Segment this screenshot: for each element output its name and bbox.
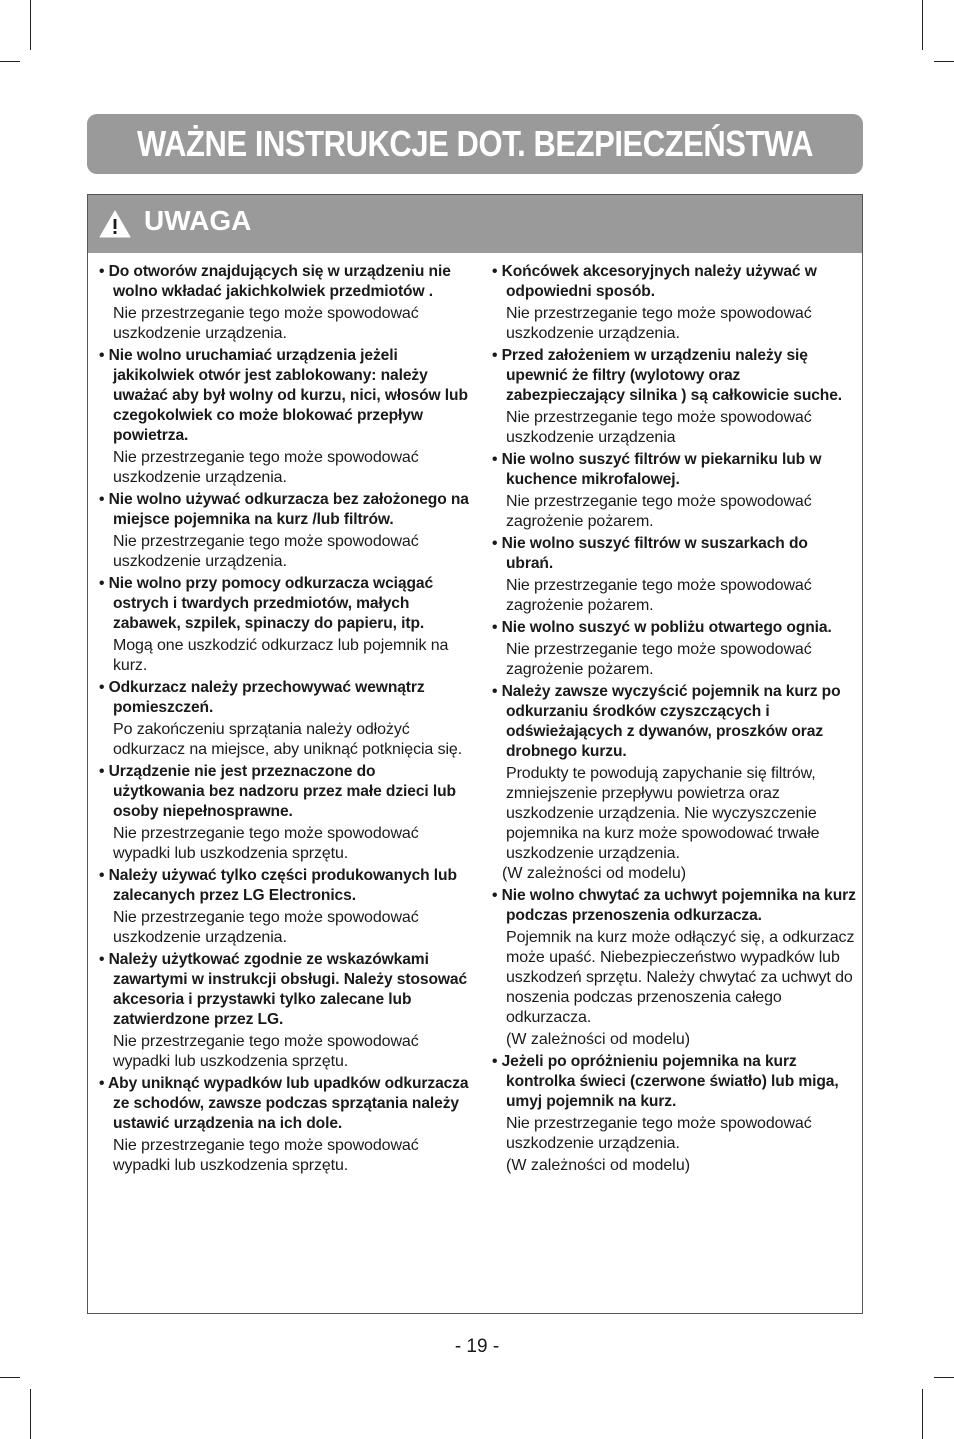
warning-triangle-icon (98, 209, 132, 244)
list-item (492, 1052, 858, 1176)
item-heading: • Nie wolno chwytać za uchwyt pojemnika na kurz podczas przenoszenia odkurzacza. (492, 887, 856, 924)
crop-mark (934, 1377, 954, 1378)
item-text: Nie przestrzeganie tego może spowodować wypadki lub uszkodzenia sprzętu. (113, 1033, 419, 1070)
list-item (492, 262, 858, 344)
crop-mark (934, 61, 954, 62)
item-text: Nie przestrzeganie tego może spowodować wypadki lub uszkodzenia sprzętu. (113, 1137, 419, 1174)
model-note: (W zależności od modelu) (502, 865, 687, 882)
item-heading: • Nie wolno używać odkurzacza bez założonego na miejsce pojemnika na kurz /lub filtrów. (99, 491, 469, 528)
item-text: Produkty te powodują zapychanie się filtrów, zmniejszenie przepływu powietrza oraz uszkodzenie urządzenia. Nie wyczyszczenie pojemnika na kurz może spowodować trwałe uszkodzenie urządzenia. (506, 765, 820, 862)
list-item (99, 1074, 469, 1176)
model-note: (W zależności od modelu) (506, 1157, 691, 1174)
item-text: Nie przestrzeganie tego może spowodować zagrożenie pożarem. (506, 577, 812, 614)
item-heading: • Należy używać tylko części produkowanych lub zalecanych przez LG Electronics. (99, 867, 457, 904)
page-number: - 19 - (454, 1336, 500, 1357)
item-text: Nie przestrzeganie tego może spowodować uszkodzenie urządzenia. (113, 449, 419, 486)
item-heading: • Końcówek akcesoryjnych należy używać w odpowiedni sposób. (492, 263, 817, 300)
list-item (492, 534, 858, 616)
item-heading: • Urządzenie nie jest przeznaczone do użytkowania bez nadzoru przez małe dzieci lub osoby niepełnosprawne. (99, 763, 456, 820)
item-text: Nie przestrzeganie tego może spowodować wypadki lub uszkodzenia sprzętu. (113, 825, 419, 862)
item-text: Nie przestrzeganie tego może spowodować uszkodzenie urządzenia. (506, 1115, 812, 1152)
page-title: WAŻNE INSTRUKCJE DOT. BEZPIECZEŃSTWA (137, 123, 814, 164)
item-text: Po zakończeniu sprzątania należy odłożyć odkurzacz na miejsce, aby uniknąć potknięcia się. (113, 721, 463, 758)
list-item (492, 682, 858, 884)
item-heading: • Należy użytkować zgodnie ze wskazówkami zawartymi w instrukcji obsługi. Należy stosować akcesoria i przystawki tylko zalecane lub zatwierdzone przez LG. (99, 951, 468, 1028)
item-text: Pojemnik na kurz może odłączyć się, a odkurzacz może upaść. Niebezpieczeństwo wypadków lub uszkodzeń sprzętu. Należy chwytać za uchwyt do noszenia podczas przenoszenia całego odkurzacza. (506, 929, 855, 1026)
item-heading: • Nie wolno suszyć w pobliżu otwartego ognia. (492, 619, 832, 636)
item-heading: • Do otworów znajdujących się w urządzeniu nie wolno wkładać jakichkolwiek przedmiotów . (99, 263, 451, 300)
list-item (99, 678, 469, 760)
item-text: Nie przestrzeganie tego może spowodować uszkodzenie urządzenia. (113, 909, 419, 946)
item-text: Mogą one uszkodzić odkurzacz lub pojemnik na kurz. (113, 637, 449, 674)
item-text: Nie przestrzeganie tego może spowodować uszkodzenie urządzenia. (113, 305, 419, 342)
right-column (492, 262, 858, 1178)
item-text: Nie przestrzeganie tego może spowodować zagrożenie pożarem. (506, 493, 812, 530)
list-item (99, 346, 469, 488)
page-title-bar (87, 114, 863, 174)
item-text: Nie przestrzeganie tego może spowodować uszkodzenie urządzenia (506, 409, 812, 446)
list-item (492, 886, 858, 1050)
item-heading: • Jeżeli po opróżnieniu pojemnika na kurz kontrolka świeci (czerwone światło) lub miga, umyj pojemnik na kurz. (492, 1053, 839, 1110)
item-heading: • Nie wolno uruchamiać urządzenia jeżeli jakikolwiek otwór jest zablokowany: należy uważać aby był wolny od kurzu, nici, włosów lub czegokolwiek co może blokować przepływ powietrza. (99, 347, 468, 444)
list-item (492, 618, 858, 680)
caution-header (88, 195, 862, 253)
crop-mark (922, 0, 923, 50)
item-heading: • Nie wolno suszyć filtrów w suszarkach do ubrań. (492, 535, 808, 572)
list-item (99, 490, 469, 572)
list-item (99, 762, 469, 864)
list-item (99, 866, 469, 948)
caution-heading: UWAGA (144, 205, 252, 236)
item-text: Nie przestrzeganie tego może spowodować zagrożenie pożarem. (506, 641, 812, 678)
list-item (492, 346, 858, 448)
list-item (492, 450, 858, 532)
item-text: Nie przestrzeganie tego może spowodować uszkodzenie urządzenia. (506, 305, 812, 342)
crop-mark (30, 1389, 31, 1439)
model-note: (W zależności od modelu) (506, 1031, 691, 1048)
item-heading: • Odkurzacz należy przechowywać wewnątrz pomieszczeń. (99, 679, 425, 716)
item-heading: • Należy zawsze wyczyścić pojemnik na kurz po odkurzaniu środków czyszczących i odświeżających z dywanów, proszków oraz drobnego kurzu. (492, 683, 841, 760)
crop-mark (0, 61, 20, 62)
crop-mark (0, 1377, 20, 1378)
item-heading: • Nie wolno suszyć filtrów w piekarniku lub w kuchence mikrofalowej. (492, 451, 822, 488)
list-item (99, 574, 469, 676)
item-heading: • Aby uniknąć wypadków lub upadków odkurzacza ze schodów, zawsze podczas sprzątania należy ustawić urządzenia na ich dole. (99, 1075, 469, 1132)
left-column (99, 262, 469, 1178)
item-text: Nie przestrzeganie tego może spowodować uszkodzenie urządzenia. (113, 533, 419, 570)
list-item (99, 950, 469, 1072)
item-heading: • Nie wolno przy pomocy odkurzacza wciągać ostrych i twardych przedmiotów, małych zabawek, szpilek, spinaczy do papieru, itp. (99, 575, 434, 632)
list-item (99, 262, 469, 344)
crop-mark (30, 0, 31, 50)
crop-mark (922, 1389, 923, 1439)
item-heading: • Przed założeniem w urządzeniu należy się upewnić że filtry (wylotowy oraz zabezpieczający silnika ) są całkowicie suche. (492, 347, 843, 404)
